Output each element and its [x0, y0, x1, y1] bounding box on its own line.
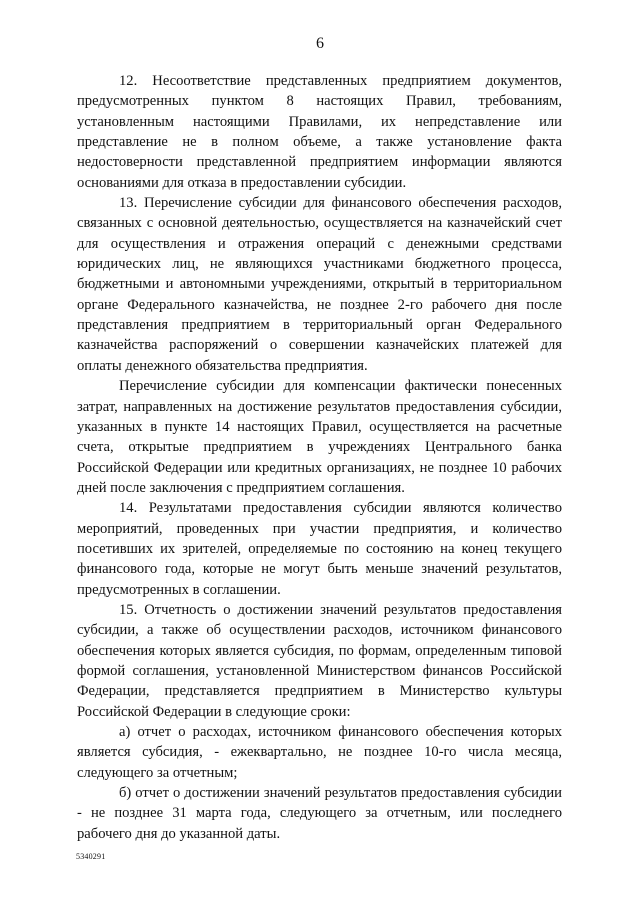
paragraph-13-compensation: Перечисление субсидии для компенсации фактически понесенных затрат, направленных на достижение результатов предоставления субсидии, указанных в пункте 14 настоящих Правил, осуществляется на расчетные счета, открытые предприятием в учреждениях Центрального банка Российской Федерации или кредитных организациях, не позднее 10 рабочих дней после заключения с предприятием соглашения.: [77, 378, 562, 496]
paragraph-13: 13. Перечисление субсидии для финансового обеспечения расходов, связанных с основной деятельностью, осуществляется на казначейский счет для осуществления и отражения операций с денежными средствами юридических лиц, не являющихся участниками бюджетного процесса, бюджетными и автономными учреждениями, открытый в территориальном органе Федерального казначейства, не позднее 2-го рабочего дня после представления предприятием в территориальный орган Федерального казначейства распоряжений о совершении казначейских платежей для оплаты денежного обязательства предприятия.: [77, 195, 562, 374]
page-number: 6: [316, 35, 324, 52]
paragraph-15-item-b: б) отчет о достижении значений результатов предоставления субсидии - не позднее 31 марта года, следующего за отчетным, или последнего рабочего дня до указанной даты.: [77, 785, 562, 842]
paragraph-14: 14. Результатами предоставления субсидии являются количество мероприятий, проведенных при участии предприятия, и количество посетивших их зрителей, определяемые по состоянию на конец текущего финансового года, которые не могут быть меньше значений результатов, предусмотренных в соглашении.: [77, 500, 562, 598]
document-body: [77, 71, 562, 844]
paragraph-15: 15. Отчетность о достижении значений результатов предоставления субсидии, а также об осуществлении расходов, источником финансового обеспечения которых является субсидия, по формам, определенным типовой формой соглашения, установленной Министерством финансов Российской Федерации, представляется предприятием в Министерство культуры Российской Федерации в следующие сроки:: [77, 601, 562, 720]
document-code: 5340291: [76, 852, 106, 861]
paragraph-12: 12. Несоответствие представленных предприятием документов, предусмотренных пунктом 8 настоящих Правил, требованиям, установленным настоящими Правилами, их непредставление или представление не в полном объеме, а также установление факта недостоверности представленной предприятием информации являются основаниями для отказа в предоставлении субсидии.: [77, 73, 562, 191]
paragraph-15-item-a: а) отчет о расходах, источником финансового обеспечения которых является субсидия, - ежеквартально, не позднее 10-го числа месяца, следующего за отчетным;: [77, 724, 562, 781]
